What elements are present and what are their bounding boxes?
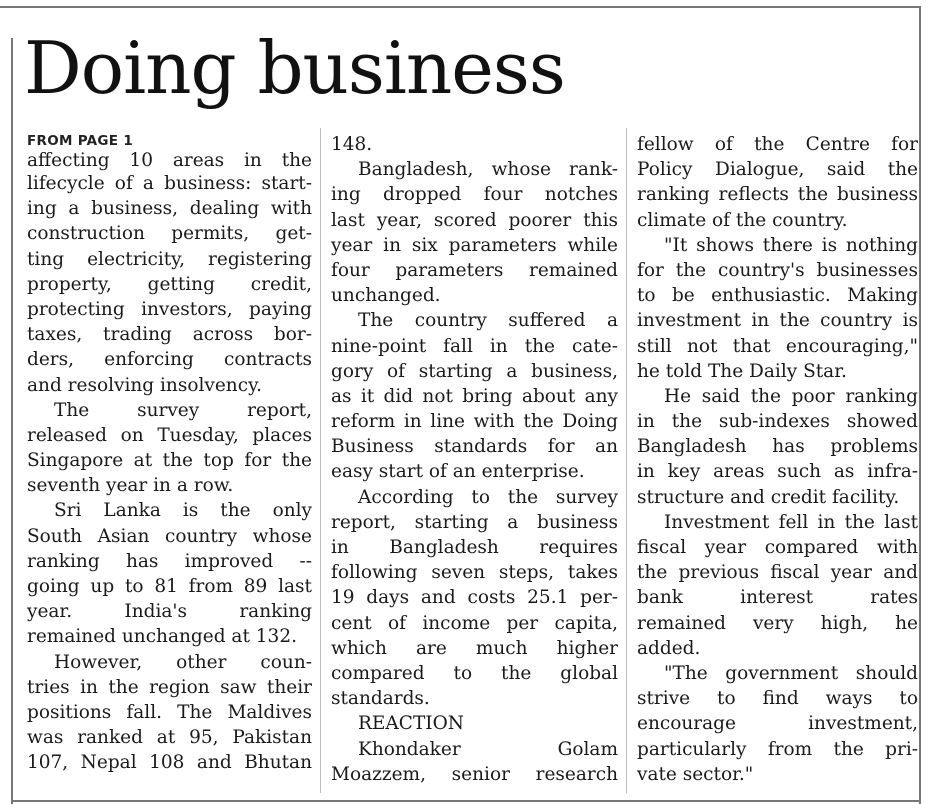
text-line: "It shows there is nothing bbox=[664, 234, 918, 256]
text-line: According to the survey bbox=[358, 486, 618, 508]
headline: Doing business bbox=[24, 26, 565, 110]
text-line: ting electricity, registering bbox=[27, 248, 312, 270]
text-line: 107, Nepal 108 and Bhutan bbox=[27, 752, 312, 774]
text-line: the previous fiscal year and bbox=[637, 562, 918, 584]
text-line: ranking has improved -- bbox=[27, 550, 312, 572]
text-line: structure and credit facility. bbox=[637, 486, 900, 508]
text-line: going up to 81 from 89 last bbox=[27, 576, 312, 597]
text-line: strive to find ways to bbox=[637, 688, 918, 710]
text-line: ders, enforcing contracts bbox=[27, 349, 312, 371]
text-line: ing a business, dealing with bbox=[27, 198, 312, 220]
text-line: Bangladesh has problems bbox=[637, 436, 918, 458]
text-line: lifecycle of a business: start- bbox=[27, 173, 312, 194]
text-line: tries in the region saw their bbox=[27, 676, 312, 698]
text-line: 19 days and costs 25.1 per- bbox=[331, 587, 618, 609]
article-column-1 bbox=[27, 132, 312, 776]
text-line: ing dropped four notches bbox=[331, 184, 618, 206]
text-line: However, other coun- bbox=[54, 651, 312, 673]
text-line: investment in the country is bbox=[637, 310, 918, 332]
text-line: Khondaker Golam bbox=[358, 738, 618, 760]
text-line: standards. bbox=[331, 688, 430, 710]
text-line: was ranked at 95, Pakistan bbox=[27, 727, 312, 749]
text-line: Bangladesh, whose rank- bbox=[358, 159, 618, 181]
text-line: seventh year in a row. bbox=[27, 475, 234, 497]
text-line: "The government should bbox=[664, 662, 918, 684]
frame-top-rule bbox=[0, 6, 921, 8]
frame-left-rule bbox=[11, 38, 13, 804]
text-line: as it did not bring about any bbox=[331, 385, 618, 407]
text-line: year in six parameters while bbox=[331, 234, 618, 256]
text-line: vate sector." bbox=[637, 763, 754, 785]
text-line: The country suffered a bbox=[358, 310, 618, 332]
text-line: fellow of the Centre for bbox=[637, 134, 918, 155]
text-line: nine-point fall in the cate- bbox=[331, 335, 618, 357]
column-separator bbox=[626, 128, 627, 793]
text-line: remained very high, he bbox=[637, 612, 918, 634]
text-line: remained unchanged at 132. bbox=[27, 626, 297, 648]
text-line: released on Tuesday, places bbox=[27, 424, 312, 446]
text-line: gory of starting a business, bbox=[331, 360, 618, 382]
text-line: He said the poor ranking bbox=[664, 385, 918, 407]
text-line: property, getting credit, bbox=[27, 273, 312, 295]
text-line: Moazzem, senior research bbox=[331, 763, 618, 785]
text-line: four parameters remained bbox=[331, 259, 618, 281]
text-line: in Bangladesh requires bbox=[331, 537, 618, 558]
text-line: last year, scored poorer this bbox=[331, 209, 618, 231]
text-line: Policy Dialogue, said the bbox=[637, 159, 918, 181]
text-line: The survey report, bbox=[54, 399, 312, 421]
text-line: climate of the country. bbox=[637, 209, 848, 231]
text-line: easy start of an enterprise. bbox=[331, 461, 585, 483]
text-line: affecting 10 areas in the bbox=[27, 150, 312, 171]
text-line: particularly from the pri- bbox=[637, 738, 918, 760]
text-line: following seven steps, takes bbox=[331, 562, 618, 584]
text-line: added. bbox=[637, 637, 701, 659]
text-line: Sri Lanka is the only bbox=[54, 500, 312, 522]
text-line: still not that encouraging," bbox=[637, 335, 918, 357]
text-line: for the country's businesses bbox=[637, 259, 918, 281]
text-line: and resolving insolvency. bbox=[27, 374, 262, 396]
text-line: he told The Daily Star. bbox=[637, 360, 847, 382]
text-line: construction permits, get- bbox=[27, 223, 312, 245]
text-line: compared to the global bbox=[331, 662, 618, 684]
column-separator bbox=[320, 128, 321, 793]
text-line: ranking reflects the business bbox=[637, 184, 918, 206]
text-line: Business standards for an bbox=[331, 436, 618, 458]
frame-bottom-rule bbox=[11, 800, 921, 802]
text-line: protecting investors, paying bbox=[27, 298, 312, 320]
text-line: which are much higher bbox=[331, 637, 618, 659]
text-line: South Asian country whose bbox=[27, 525, 312, 547]
text-line: Singapore at the top for the bbox=[27, 450, 312, 472]
text-line: 148. bbox=[331, 134, 373, 155]
text-line: in key areas such as infra- bbox=[637, 461, 918, 483]
text-line: reform in line with the Doing bbox=[331, 411, 618, 433]
text-line: report, starting a business bbox=[331, 511, 618, 533]
article-column-3 bbox=[637, 132, 918, 787]
text-line: unchanged. bbox=[331, 285, 441, 307]
text-line: REACTION bbox=[358, 713, 464, 735]
text-line: Investment fell in the last bbox=[664, 511, 918, 533]
text-line: to be enthusiastic. Making bbox=[637, 285, 918, 307]
text-line: year. India's ranking bbox=[27, 601, 312, 623]
text-line: fiscal year compared with bbox=[637, 537, 918, 558]
frame-right-rule bbox=[919, 6, 921, 804]
text-line: in the sub-indexes showed bbox=[637, 411, 918, 433]
text-line: positions fall. The Maldives bbox=[27, 701, 312, 723]
text-line: encourage investment, bbox=[637, 713, 918, 735]
article-column-2 bbox=[331, 132, 618, 787]
text-line: bank interest rates bbox=[637, 587, 918, 609]
text-line: taxes, trading across bor- bbox=[27, 324, 312, 346]
kicker: FROM PAGE 1 bbox=[27, 133, 134, 149]
text-line: cent of income per capita, bbox=[331, 612, 618, 634]
